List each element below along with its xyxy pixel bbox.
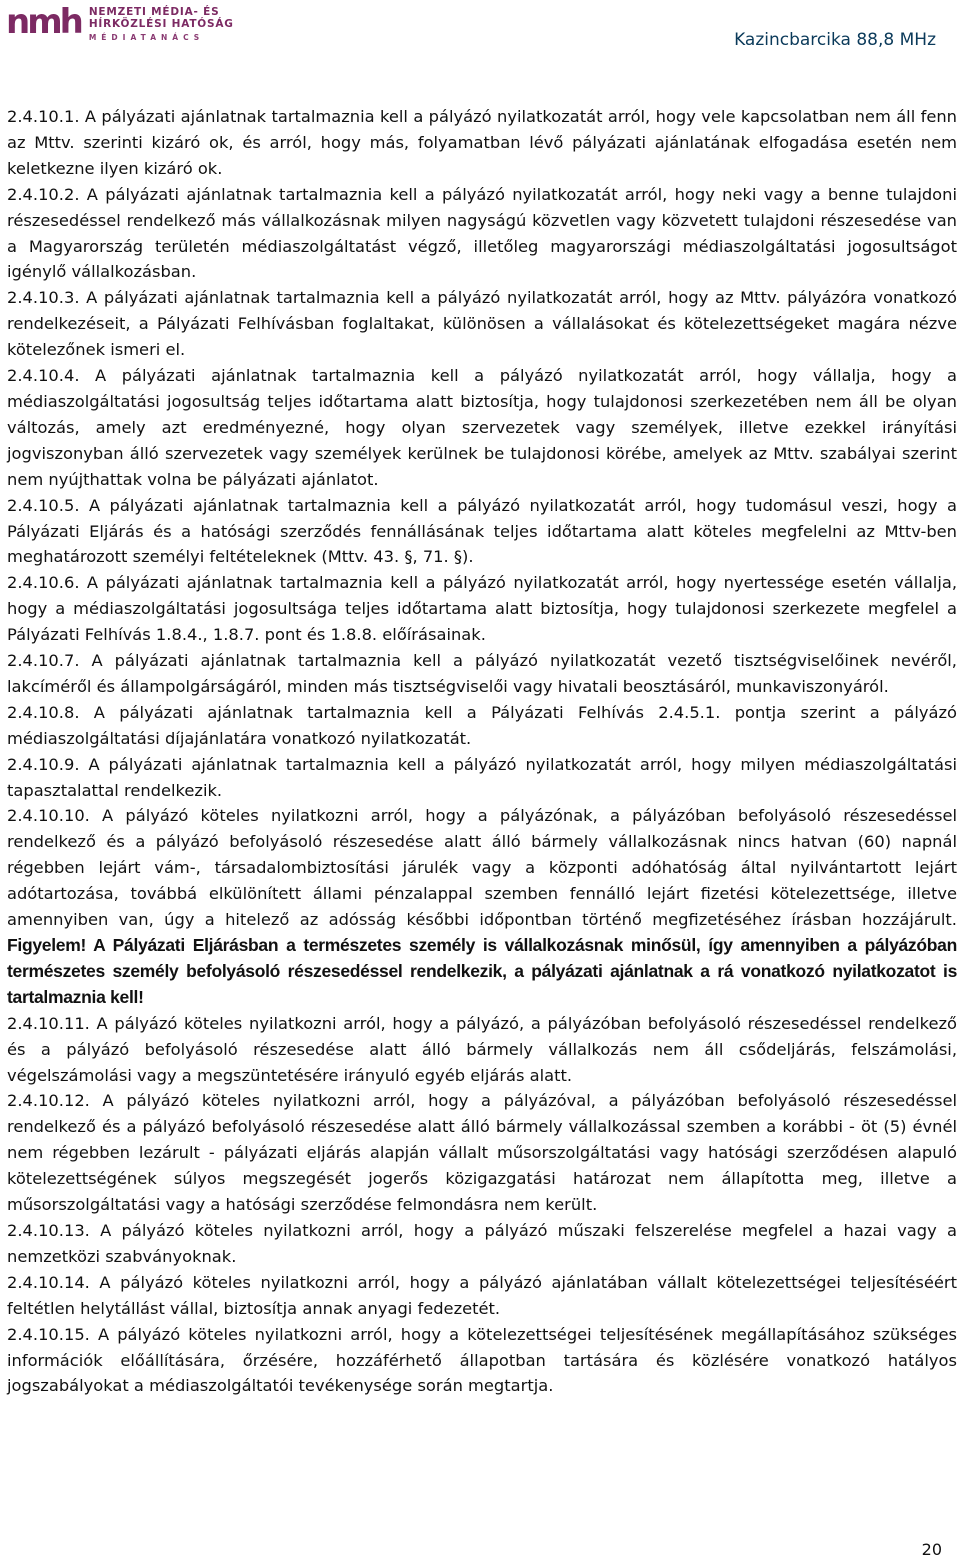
paragraph-2-4-10-15: 2.4.10.15. A pályázó köteles nyilatkozni arról, hogy a kötelezettségei teljesítésének megállapításához szükséges információk előállítására, őrzésére, hozzáférhető állapotban tartására és közlésére vonatkozó hatályos jogszabályokat a médiaszolgáltatói tevékenysége során megtartja. [7,1324,957,1396]
paragraph-2-4-10-10-text: 2.4.10.10. A pályázó köteles nyilatkozni arról, hogy a pályázónak, a pályázóban befolyásoló részesedéssel rendelkező és a pályázó befolyásoló részesedése alatt álló bármely vállalkozásnak nincs hatvan (60) napnál régebben lejárt vám-, társadalombiztosítási járulék vagy a központi adóhatóság által nyilvántartott lejárt adótartozása, továbbá elkülönített állami pénzalappal szemben fennálló lejárt fizetési kötelezettsége, illetve amennyiben van, úgy a hitelező az adósság későbbi időpontban történő megfizetéséhez írásban hozzájárult. [7,806,957,930]
paragraph-2-4-10-5: 2.4.10.5. A pályázati ajánlatnak tartalmaznia kell a pályázó nyilatkozatát arról, hogy tudomásul veszi, hogy a Pályázati Eljárás és a hatósági szerződés fennállásának teljes időtartama alatt köteles megfelelni az Mttv-ben meghatározott személyi feltételeknek (Mttv. 43. §, 71. §). [7,495,957,567]
logo-line-2: HÍRKÖZLÉSI HATÓSÁG [88,18,234,30]
paragraph-2-4-10-3: 2.4.10.3. A pályázati ajánlatnak tartalmaznia kell a pályázó nyilatkozatát arról, hogy az Mttv. pályázóra vonatkozó rendelkezéseit, a Pályázati Felhívásban foglaltakat, különösen a vállalásokat és kötelezettségeket magára nézve kötelezőnek ismeri el. [7,288,957,360]
warning-emphasis: Figyelem! A Pályázati Eljárásban a természetes személy is vállalkozásnak minősül, így amennyiben a pályázóban természetes személy befolyásoló részesedéssel rendelkezik, a pályázati ajánlatnak a rá vonatkozó nyilatkozatot is tartalmaznia kell! [7,935,957,1007]
paragraph-2-4-10-13: 2.4.10.13. A pályázó köteles nyilatkozni arról, hogy a pályázó műszaki felszerelése megfelel a hazai vagy a nemzetközi szabványoknak. [7,1220,957,1266]
paragraph-2-4-10-12: 2.4.10.12. A pályázó köteles nyilatkozni arról, hogy a pályázóval, a pályázóban befolyásoló részesedéssel rendelkező és a pályázó befolyásoló részesedése alatt álló bármely vállalkozással szemben a korábbi - öt (5) évnél nem régebben lezárult - pályázati eljárás alapján vállalt műsorszolgáltatási vagy hatósági szerződésen alapuló kötelezettségének súlyos megszegését jogerős közigazgatási határozat nem állapította meg, illetve a műsorszolgáltatási vagy a hatósági szerződése felmondásra nem került. [7,1091,957,1215]
logo-mark: nmh [6,2,81,42]
logo-line-1: NEMZETI MÉDIA- ÉS [88,6,220,18]
page-number: 20 [921,1540,942,1559]
logo-text [89,6,234,44]
paragraph-2-4-10-14: 2.4.10.14. A pályázó köteles nyilatkozni arról, hogy a pályázó ajánlatában vállalt kötelezettségei teljesítéséért feltétlen helytállást vállal, biztosítja annak anyagi fedezetét. [7,1272,957,1318]
station-title: Kazincbarcika 88,8 MHz [734,30,936,50]
paragraph-2-4-10-6: 2.4.10.6. A pályázati ajánlatnak tartalmaznia kell a pályázó nyilatkozatát arról, hogy nyertessége esetén vállalja, hogy a médiaszolgáltatási jogosultsága teljes időtartama alatt biztosítja, hogy tulajdonosi szerkezete megfelel a Pályázati Felhívás 1.8.4., 1.8.7. pont és 1.8.8. előírásainak. [7,573,957,645]
document-body [7,104,957,1399]
paragraph-2-4-10-4: 2.4.10.4. A pályázati ajánlatnak tartalmaznia kell a pályázó nyilatkozatát arról, hogy vállalja, hogy a médiaszolgáltatási jogosultság teljes időtartama alatt biztosítja, hogy tulajdonosi szerkezetében nem áll be olyan változás, amely azt eredményezné, hogy olyan szervezetek vagy személyek, illetve ezekkel irányítási jogviszonyban álló szervezetek vagy személyek kerülnek be tulajdonosi körébe, amelyek az Mttv. szabályai szerint nem nyújthattak volna be pályázati ajánlatot. [7,366,957,489]
nmhh-logo [6,2,234,44]
page-header [0,0,960,80]
logo-line-3: MÉDIATANÁCS [88,33,205,42]
paragraph-2-4-10-1: 2.4.10.1. A pályázati ajánlatnak tartalmaznia kell a pályázó nyilatkozatát arról, hogy vele kapcsolatban nem áll fenn az Mttv. szerinti kizáró ok, és arról, hogy más, folyamatban lévő pályázati ajánlatának elfogadása esetén nem keletkezne ilyen kizáró ok. [7,107,957,178]
paragraph-2-4-10-10 [7,803,957,1010]
paragraph-2-4-10-11: 2.4.10.11. A pályázó köteles nyilatkozni arról, hogy a pályázó, a pályázóban befolyásoló részesedéssel rendelkező és a pályázó befolyásoló részesedése alatt álló bármely vállalkozás nem áll csődeljárás, felszámolási, végelszámolási vagy a megszüntetésére irányuló egyéb eljárás alatt. [7,1013,957,1085]
paragraph-2-4-10-9: 2.4.10.9. A pályázati ajánlatnak tartalmaznia kell a pályázó nyilatkozatát arról, hogy milyen médiaszolgáltatási tapasztalattal rendelkezik. [7,754,957,800]
paragraph-2-4-10-8: 2.4.10.8. A pályázati ajánlatnak tartalmaznia kell a Pályázati Felhívás 2.4.5.1. pontja szerint a pályázó médiaszolgáltatási díjajánlatára vonatkozó nyilatkozatát. [7,702,957,748]
paragraph-2-4-10-2: 2.4.10.2. A pályázati ajánlatnak tartalmaznia kell a pályázó nyilatkozatát arról, hogy neki vagy a benne tulajdoni részesedéssel rendelkező más vállalkozásnak milyen nagyságú közvetlen vagy közvetett tulajdoni részesedése van a Magyarország területén médiaszolgáltatást végző, illetőleg magyarországi médiaszolgáltatási jogosultságot igénylő vállalkozásban. [7,184,957,282]
paragraph-2-4-10-7: 2.4.10.7. A pályázati ajánlatnak tartalmaznia kell a pályázó nyilatkozatát vezető tisztségviselőinek nevéről, lakcíméről és állampolgárságáról, minden más tisztségviselői vagy hivatali beosztásáról, munkaviszonyáról. [7,651,957,696]
